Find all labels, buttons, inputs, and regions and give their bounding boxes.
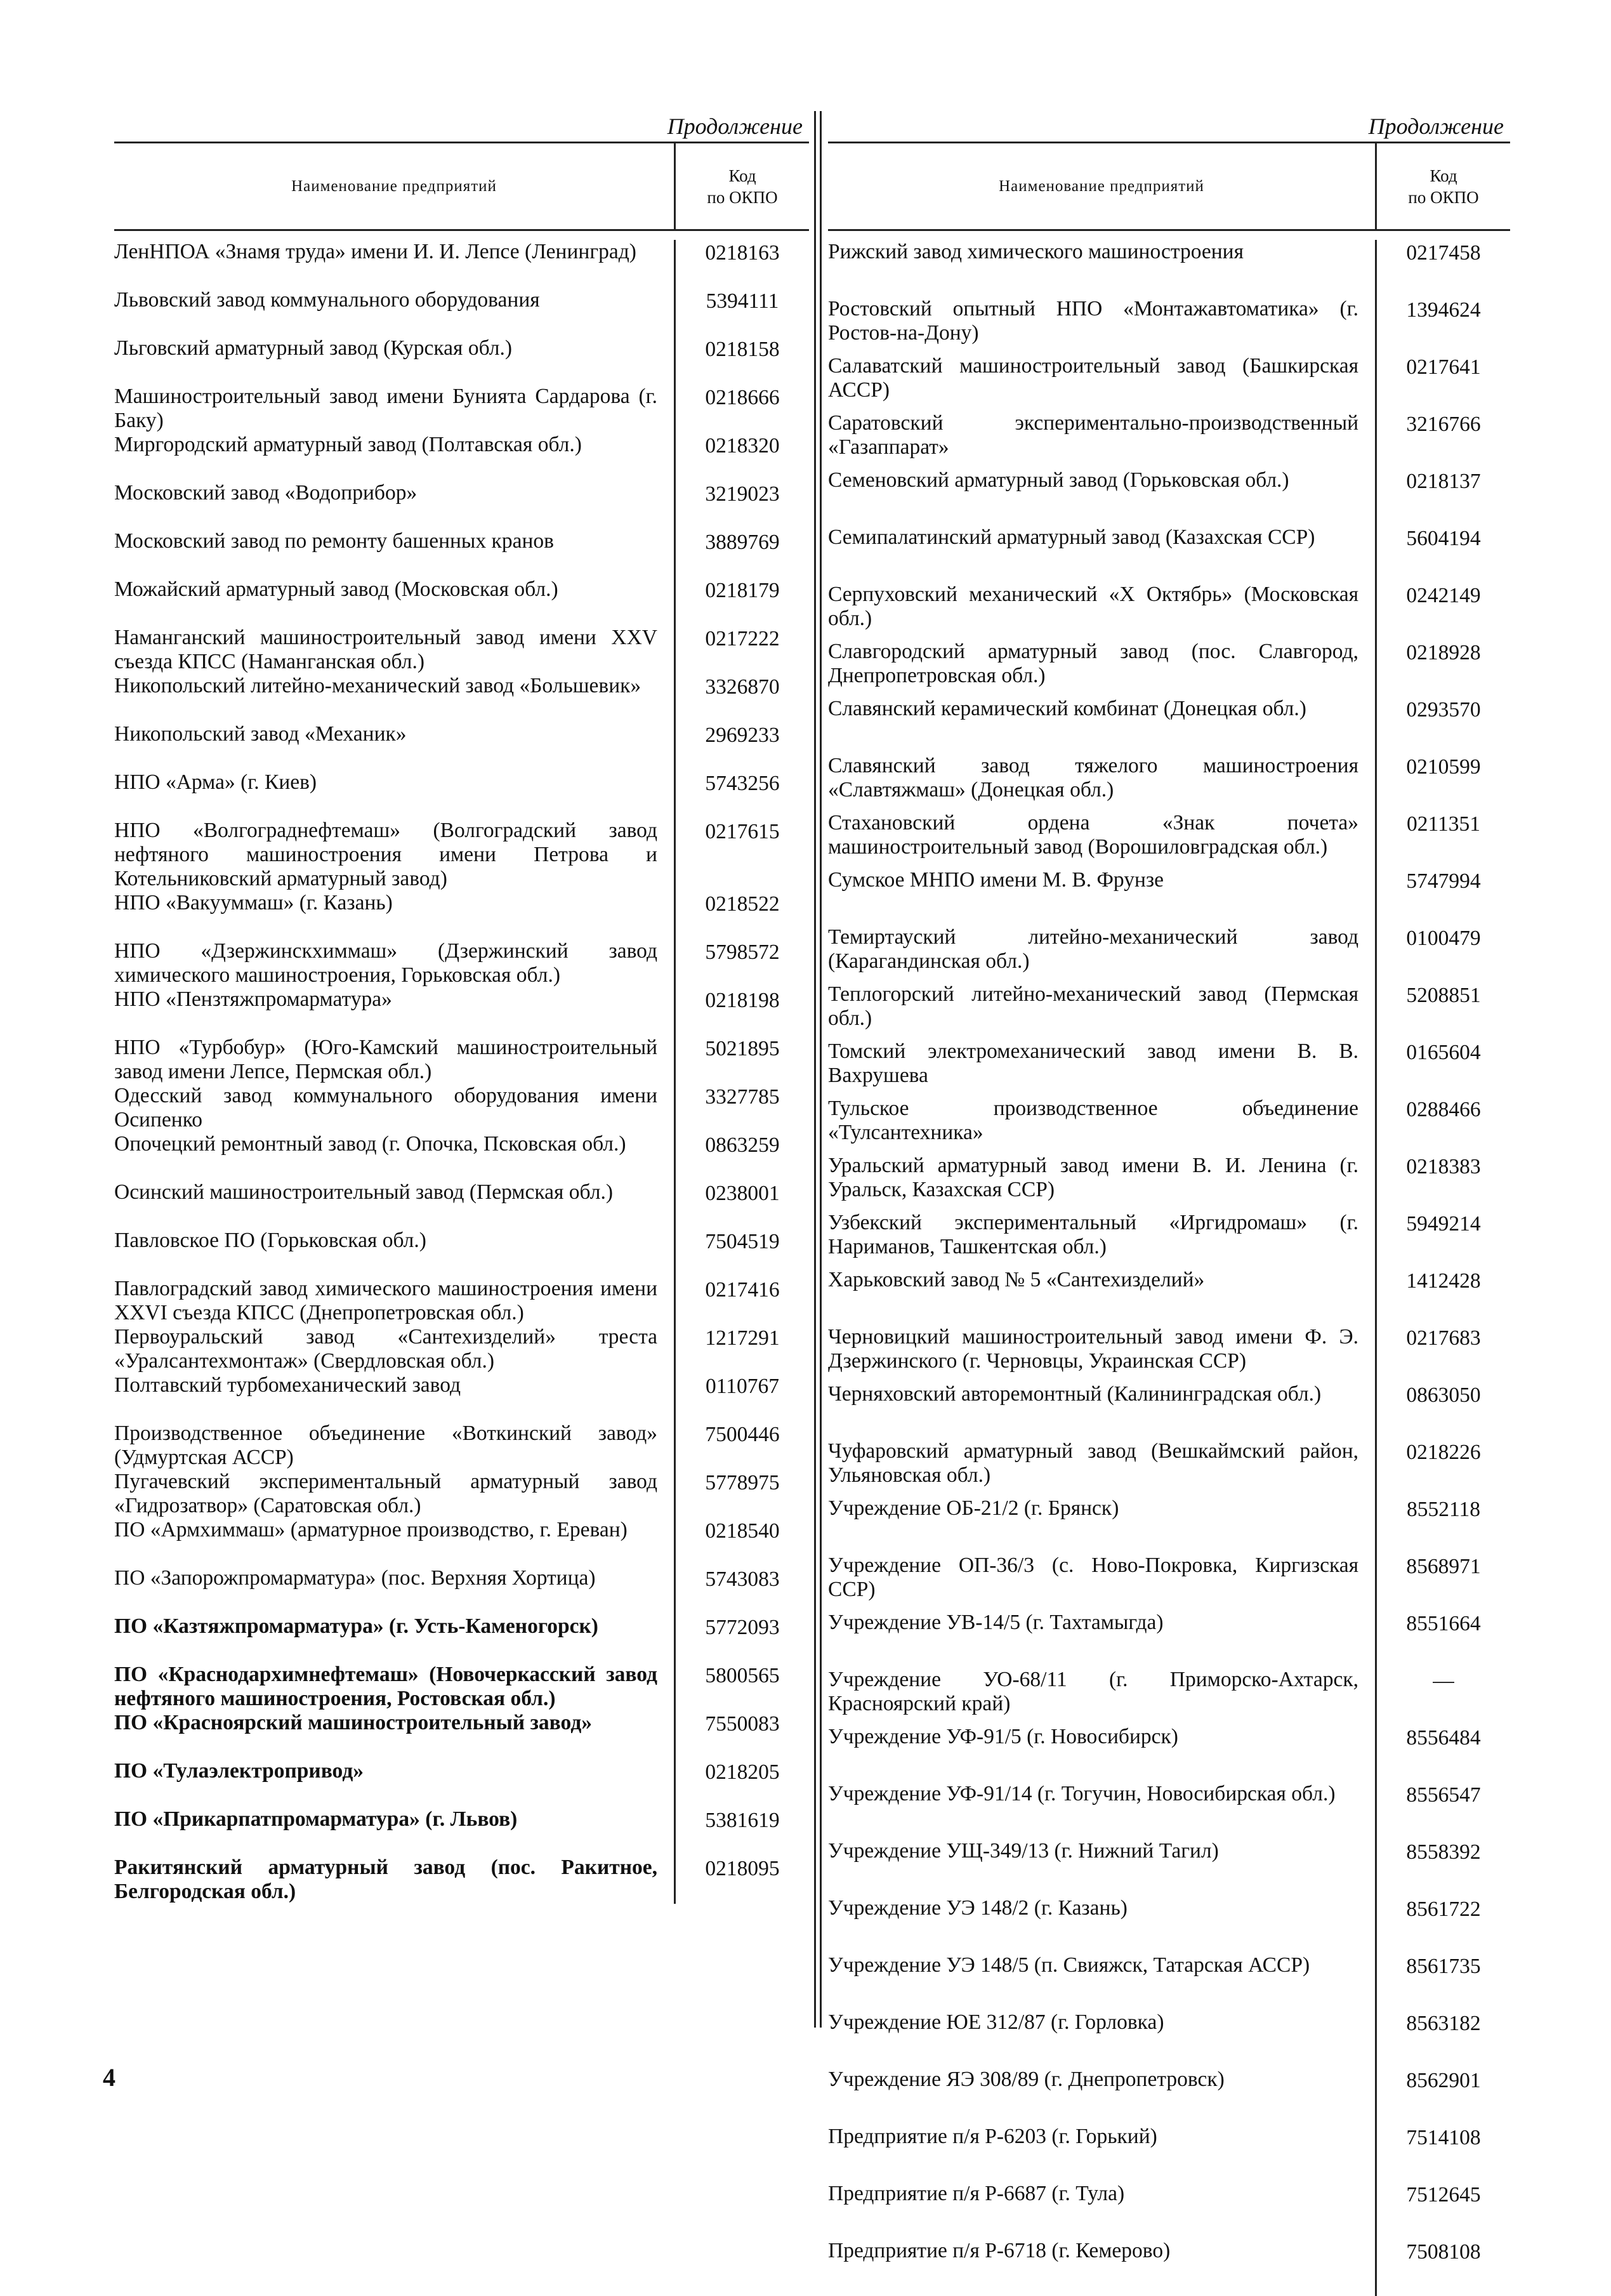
okpo-code: 5743083 [674,1566,809,1614]
okpo-code: 0218540 [674,1518,809,1566]
okpo-code: 7500446 [674,1422,809,1470]
enterprise-name: ПО «Казтяжпромарматура» (г. Усть-Каменогорск) [114,1614,598,1638]
okpo-code: 1412428 [1375,1268,1510,1325]
enterprise-name: Льговский арматурный завод (Курская обл.) [114,336,513,360]
header-code-right [1375,143,1510,229]
okpo-code: 7514108 [1375,2125,1510,2182]
enterprise-name: НПО «Вакууммаш» (г. Казань) [114,891,393,914]
okpo-code: 8556484 [1375,1725,1510,1782]
table-row [828,2068,1510,2125]
table-row [828,2182,1510,2239]
enterprise-name: Стахановский ордена «Знак почета» машиностроительный завод (Ворошиловградская обл.) [828,811,1358,859]
enterprise-name: ЛенНПОА «Знамя труда» имени И. И. Лепсе (Ленинград) [114,240,636,263]
table-row [828,1611,1510,1668]
okpo-code: 8556547 [1375,1782,1510,1839]
okpo-code: 5747994 [1375,868,1510,925]
header-code-line2-right: по ОКПО [1408,187,1479,207]
table-row [828,1039,1510,1097]
table-header-left [114,143,809,231]
table-row [828,1211,1510,1268]
table-row [828,297,1510,354]
table-row [114,1036,809,1084]
okpo-code: 0218198 [674,987,809,1036]
enterprise-name: Учреждение ЮЕ 312/87 (г. Горловка) [828,2010,1164,2034]
enterprise-name: Никопольский завод «Механик» [114,722,407,746]
table-row [828,240,1510,297]
table-row [114,722,809,770]
enterprise-name: Миргородский арматурный завод (Полтавская обл.) [114,433,582,456]
okpo-code: 7508108 [1375,2239,1510,2296]
column-divider [814,111,822,2028]
table-header-right [828,143,1510,231]
okpo-code: 5772093 [674,1614,809,1663]
enterprise-name: ПО «Тулаэлектропривод» [114,1759,364,1783]
continuation-label-right: Продолжение [1368,114,1504,139]
table-row [114,1856,809,1904]
okpo-code: 0110767 [674,1373,809,1422]
table-row [828,2010,1510,2068]
table-row [114,385,809,433]
table-row [114,1470,809,1518]
enterprise-name: Учреждение УФ-91/14 (г. Тогучин, Новосибирская обл.) [828,1782,1336,1805]
enterprise-name: НПО «Волгограднефтемаш» (Волгоградский завод нефтяного машиностроения имени Петрова и Котельниковский арматурный завод) [114,819,657,890]
enterprise-name: Ростовский опытный НПО «Монтажавтоматика» (г. Ростов-на-Дону) [828,297,1358,345]
okpo-code: 5381619 [674,1807,809,1856]
table-row [114,1277,809,1325]
enterprise-name: Павловское ПО (Горьковская обл.) [114,1229,426,1252]
enterprise-name: Сумское МНПО имени М. В. Фрунзе [828,868,1164,892]
enterprise-name: Семеновский арматурный завод (Горьковская обл.) [828,468,1289,492]
okpo-code: 0863259 [674,1132,809,1180]
okpo-code: 0218163 [674,240,809,288]
enterprise-name: Предприятие п/я Р-6203 (г. Горький) [828,2125,1157,2148]
enterprise-name: НПО «Дзержинскхиммаш» (Дзержинский завод химического машиностроения, Горьковская обл.) [114,939,657,987]
enterprise-name: Семипалатинский арматурный завод (Казахская ССР) [828,525,1315,549]
enterprise-name: Учреждение УО-68/11 (г. Приморско-Ахтарск, Красноярский край) [828,1668,1358,1715]
okpo-code: — [1375,1668,1510,1725]
enterprise-name: Предприятие п/я Р-6718 (г. Кемерово) [828,2239,1171,2262]
enterprise-name: Тульское производственное объединение «Тулсантехника» [828,1097,1358,1144]
enterprise-name: Опочецкий ремонтный завод (г. Опочка, Псковская обл.) [114,1132,626,1156]
okpo-code: 0218928 [1375,640,1510,697]
enterprise-name: Салаватский машиностроительный завод (Башкирская АССР) [828,354,1358,402]
enterprise-name: Ракитянский арматурный завод (пос. Ракитное, Белгородская обл.) [114,1856,657,1903]
table-row [114,626,809,674]
table-row [114,433,809,481]
header-name-left: Наименование предприятий [291,177,497,195]
table-row [114,1084,809,1132]
table-row [114,1807,809,1856]
okpo-code: 0217458 [1375,240,1510,297]
okpo-code: 8558392 [1375,1839,1510,1896]
okpo-code: 0218179 [674,577,809,626]
table-row [114,1132,809,1180]
table-row [114,1663,809,1711]
enterprise-name: Учреждение УФ-91/5 (г. Новосибирск) [828,1725,1178,1748]
enterprise-name: Теплогорский литейно-механический завод (Пермская обл.) [828,982,1358,1030]
table-row [828,354,1510,411]
table-row [828,811,1510,868]
enterprise-name: Славянский керамический комбинат (Донецкая обл.) [828,697,1306,720]
okpo-code: 0218383 [1375,1154,1510,1211]
header-code-left [674,143,809,229]
enterprise-name: НПО «Турбобур» (Юго-Камский машиностроительный завод имени Лепсе, Пермская обл.) [114,1036,657,1083]
table-row [114,819,809,891]
okpo-code: 3327785 [674,1084,809,1132]
table-row [114,891,809,939]
enterprise-name: Московский завод по ремонту башенных кранов [114,529,554,553]
enterprise-name: Саратовский экспериментально-производственный «Газаппарат» [828,411,1358,459]
enterprise-name: Черновицкий машиностроительный завод имени Ф. Э. Дзержинского (г. Черновцы, Украинская ССР) [828,1325,1358,1373]
table-row [114,1711,809,1759]
okpo-code: 8551664 [1375,1611,1510,1668]
table-row [828,1725,1510,1782]
okpo-code: 5021895 [674,1036,809,1084]
right-table [828,111,1510,2296]
okpo-code: 0242149 [1375,583,1510,640]
okpo-code: 0218158 [674,336,809,385]
table-row [828,1839,1510,1896]
table-row [828,2239,1510,2296]
okpo-code: 3216766 [1375,411,1510,468]
table-row [828,1554,1510,1611]
table-row [114,577,809,626]
page-number: 4 [103,2063,115,2092]
table-row [114,1229,809,1277]
enterprise-name: ПО «Красноярский машиностроительный завод» [114,1711,593,1734]
okpo-code: 0217683 [1375,1325,1510,1382]
table-row [828,468,1510,525]
okpo-code: 5394111 [674,288,809,336]
okpo-code: 8561722 [1375,1896,1510,1953]
enterprise-name: Темиртауский литейно-механический завод (Карагандинская обл.) [828,925,1358,973]
okpo-code: 0218205 [674,1759,809,1807]
table-row [828,1439,1510,1496]
okpo-code: 0288466 [1375,1097,1510,1154]
table-body-right [828,240,1510,2296]
okpo-code: 0165604 [1375,1039,1510,1097]
table-row [114,1759,809,1807]
enterprise-name: Учреждение УВ-14/5 (г. Тахтамыгда) [828,1611,1164,1634]
okpo-code: 5800565 [674,1663,809,1711]
okpo-code: 0218137 [1375,468,1510,525]
table-row [828,1953,1510,2010]
enterprise-name: Можайский арматурный завод (Московская обл.) [114,577,558,601]
table-row [828,1496,1510,1554]
okpo-code: 0217641 [1375,354,1510,411]
table-row [828,1668,1510,1725]
enterprise-name: Одесский завод коммунального оборудования имени Осипенко [114,1084,657,1132]
header-code-line1-left: Код [728,166,756,185]
enterprise-name: Машиностроительный завод имени Бунията Сардарова (г. Баку) [114,385,657,432]
okpo-code: 2969233 [674,722,809,770]
okpo-code: 5743256 [674,770,809,819]
table-row [828,982,1510,1039]
table-row [114,939,809,987]
enterprise-name: Черняховский авторемонтный (Калининградская обл.) [828,1382,1322,1406]
enterprise-name: Учреждение ОБ-21/2 (г. Брянск) [828,1496,1119,1520]
okpo-code: 3889769 [674,529,809,577]
table-row [114,987,809,1036]
enterprise-name: ПО «Краснодархимнефтемаш» (Новочеркасский завод нефтяного машиностроения, Ростовская обл.) [114,1663,657,1710]
enterprise-name: ПО «Армхиммаш» (арматурное производство, г. Ереван) [114,1518,628,1541]
enterprise-name: Славянский завод тяжелого машиностроения «Славтяжмаш» (Донецкая обл.) [828,754,1358,802]
okpo-code: 0218522 [674,891,809,939]
enterprise-name: ПО «Запорожпромарматура» (пос. Верхняя Хортица) [114,1566,596,1590]
enterprise-name: Наманганский машиностроительный завод имени XXV съезда КПСС (Наманганская обл.) [114,626,657,673]
okpo-code: 8568971 [1375,1554,1510,1611]
okpo-code: 8563182 [1375,2010,1510,2068]
okpo-code: 0238001 [674,1180,809,1229]
okpo-code: 0211351 [1375,811,1510,868]
enterprise-name: Никопольский литейно-механический завод «Большевик» [114,674,641,697]
table-row [114,1518,809,1566]
enterprise-name: Львовский завод коммунального оборудования [114,288,540,312]
table-row [828,525,1510,583]
enterprise-name: Полтавский турбомеханический завод [114,1373,461,1397]
okpo-code: 8561735 [1375,1953,1510,2010]
table-row [828,583,1510,640]
table-row [114,529,809,577]
table-row [828,754,1510,811]
enterprise-name: Учреждение УЩ-349/13 (г. Нижний Тагил) [828,1839,1219,1863]
enterprise-name: Уральский арматурный завод имени В. И. Ленина (г. Уральск, Казахская ССР) [828,1154,1358,1201]
header-code-line2-left: по ОКПО [707,187,778,207]
okpo-code: 0100479 [1375,925,1510,982]
okpo-code: 5778975 [674,1470,809,1518]
table-row [828,1268,1510,1325]
table-row [828,1154,1510,1211]
table-row [828,1782,1510,1839]
enterprise-name: Чуфаровский арматурный завод (Вешкаймский район, Ульяновская обл.) [828,1439,1358,1487]
table-row [828,1382,1510,1439]
okpo-code: 1394624 [1375,297,1510,354]
table-row [828,868,1510,925]
okpo-code: 0217416 [674,1277,809,1325]
okpo-code: 0210599 [1375,754,1510,811]
table-row [828,1896,1510,1953]
enterprise-name: Учреждение ЯЭ 308/89 (г. Днепропетровск) [828,2068,1225,2091]
table-row [114,674,809,722]
table-row [114,481,809,529]
okpo-code: 0863050 [1375,1382,1510,1439]
enterprise-name: ПО «Прикарпатпромарматура» (г. Львов) [114,1807,518,1831]
enterprise-name: Павлоградский завод химического машиностроения имени XXVI съезда КПСС (Днепропетровская обл.) [114,1277,657,1324]
enterprise-name: НПО «Пензтяжпромарматура» [114,987,392,1011]
enterprise-name: Производственное объединение «Воткинский завод» (Удмуртская АССР) [114,1422,657,1469]
table-row [828,411,1510,468]
table-row [114,240,809,288]
okpo-code: 0218095 [674,1856,809,1904]
table-row [828,640,1510,697]
okpo-code: 7550083 [674,1711,809,1759]
okpo-code: 3326870 [674,674,809,722]
okpo-code: 5949214 [1375,1211,1510,1268]
table-row [828,925,1510,982]
enterprise-name: Пугачевский экспериментальный арматурный завод «Гидрозатвор» (Саратовская обл.) [114,1470,657,1517]
enterprise-name: Томский электромеханический завод имени В. В. Вахрушева [828,1039,1358,1087]
table-row [114,1325,809,1373]
table-row [114,1422,809,1470]
okpo-code: 0293570 [1375,697,1510,754]
okpo-code: 0218226 [1375,1439,1510,1496]
table-row [828,1097,1510,1154]
okpo-code: 8552118 [1375,1496,1510,1554]
table-row [114,288,809,336]
table-row [114,770,809,819]
okpo-code: 7512645 [1375,2182,1510,2239]
enterprise-name: Московский завод «Водоприбор» [114,481,418,505]
okpo-code: 5798572 [674,939,809,987]
table-row [114,1566,809,1614]
table-row [114,336,809,385]
enterprise-name: НПО «Арма» (г. Киев) [114,770,317,794]
enterprise-name: Первоуральский завод «Сантехизделий» треста «Уралсантехмонтаж» (Свердловская обл.) [114,1325,657,1373]
table-body-left [114,240,809,1904]
okpo-code: 0217222 [674,626,809,674]
okpo-code: 0217615 [674,819,809,891]
header-code-line1-right: Код [1430,166,1457,185]
left-table [114,111,809,1904]
okpo-code: 5208851 [1375,982,1510,1039]
enterprise-name: Учреждение УЭ 148/2 (г. Казань) [828,1896,1128,1920]
table-row [828,697,1510,754]
enterprise-name: Учреждение УЭ 148/5 (п. Свияжск, Татарская АССР) [828,1953,1310,1977]
okpo-code: 0218666 [674,385,809,433]
okpo-code: 3219023 [674,481,809,529]
continuation-label-left: Продолжение [667,114,803,139]
enterprise-name: Рижский завод химического машиностроения [828,240,1244,263]
enterprise-name: Осинский машиностроительный завод (Пермская обл.) [114,1180,614,1204]
okpo-code: 0218320 [674,433,809,481]
enterprise-name: Славгородский арматурный завод (пос. Славгород, Днепропетровская обл.) [828,640,1358,687]
okpo-code: 1217291 [674,1325,809,1373]
okpo-code: 8562901 [1375,2068,1510,2125]
okpo-code: 5604194 [1375,525,1510,583]
enterprise-name: Предприятие п/я Р-6687 (г. Тула) [828,2182,1125,2205]
table-row [114,1180,809,1229]
okpo-code: 7504519 [674,1229,809,1277]
enterprise-name: Серпуховский механический «Х Октябрь» (Московская обл.) [828,583,1358,630]
enterprise-name: Узбекский экспериментальный «Иргидромаш» (г. Нариманов, Ташкентская обл.) [828,1211,1358,1258]
table-row [114,1373,809,1422]
header-name-right: Наименование предприятий [999,177,1204,195]
enterprise-name: Харьковский завод № 5 «Сантехизделий» [828,1268,1205,1291]
table-row [114,1614,809,1663]
table-row [828,1325,1510,1382]
enterprise-name: Учреждение ОП-36/3 (с. Ново-Покровка, Киргизская ССР) [828,1554,1358,1601]
